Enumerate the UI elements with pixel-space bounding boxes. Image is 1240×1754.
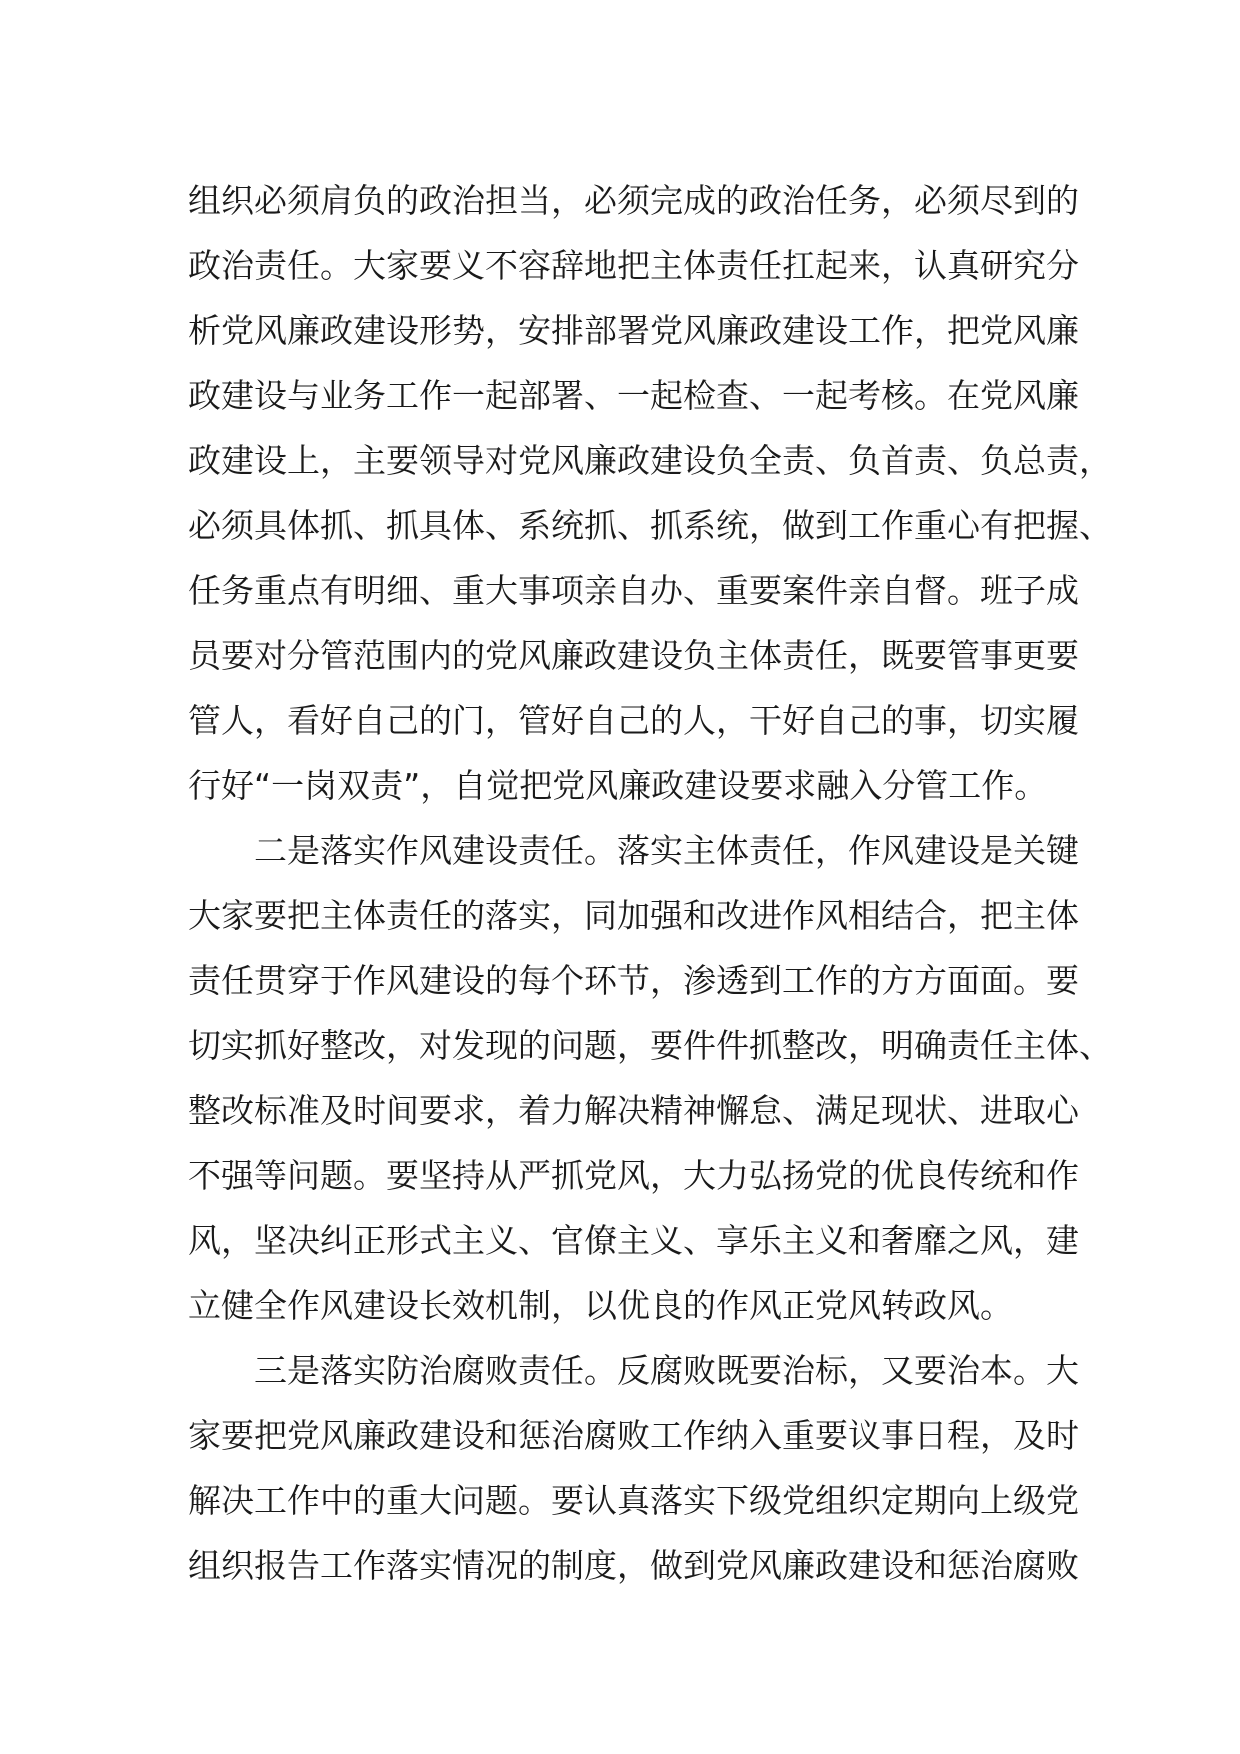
text-line: 管人，看好自己的门，管好自己的人，干好自己的事，切实履 <box>188 701 1079 740</box>
text-line: 大家要把主体责任的落实，同加强和改进作风相结合，把主体 <box>188 896 1079 935</box>
text-line: 政建设与业务工作一起部署、一起检查、一起考核。在党风廉 <box>188 376 1079 415</box>
document-body <box>188 168 1112 1598</box>
text-line: 不强等问题。要坚持从严抓党风，大力弘扬党的优良传统和作 <box>188 1156 1079 1195</box>
text-line: 整改标准及时间要求，着力解决精神懈怠、满足现状、进取心 <box>188 1091 1079 1130</box>
text-line: 员要对分管范围内的党风廉政建设负主体责任，既要管事更要 <box>188 636 1079 675</box>
text-line: 家要把党风廉政建设和惩治腐败工作纳入重要议事日程，及时 <box>188 1416 1079 1455</box>
text-line: 任务重点有明细、重大事项亲自办、重要案件亲自督。班子成 <box>188 571 1079 610</box>
text-line: 解决工作中的重大问题。要认真落实下级党组织定期向上级党 <box>188 1481 1079 1520</box>
text-line: 政治责任。大家要义不容辞地把主体责任扛起来，认真研究分 <box>188 246 1079 285</box>
text-line: 必须具体抓、抓具体、系统抓、抓系统，做到工作重心有把握、 <box>188 506 1112 545</box>
paragraph-start-line: 三是落实防治腐败责任。反腐败既要治标，又要治本。大 <box>254 1351 1079 1390</box>
text-line: 风，坚决纠正形式主义、官僚主义、享乐主义和奢靡之风，建 <box>188 1221 1079 1260</box>
paragraph-start-line: 二是落实作风建设责任。落实主体责任，作风建设是关键 <box>254 831 1079 870</box>
text-line: 责任贯穿于作风建设的每个环节，渗透到工作的方方面面。要 <box>188 961 1079 1000</box>
text-line: 切实抓好整改，对发现的问题，要件件抓整改，明确责任主体、 <box>188 1026 1112 1065</box>
text-line: 析党风廉政建设形势，安排部署党风廉政建设工作，把党风廉 <box>188 311 1079 350</box>
text-line: 政建设上，主要领导对党风廉政建设负全责、负首责、负总责， <box>188 441 1112 480</box>
text-line: 组织必须肩负的政治担当，必须完成的政治任务，必须尽到的 <box>188 181 1079 220</box>
text-line: 行好“一岗双责”，自觉把党风廉政建设要求融入分管工作。 <box>188 766 1048 805</box>
text-line: 组织报告工作落实情况的制度，做到党风廉政建设和惩治腐败 <box>188 1546 1079 1585</box>
text-line: 立健全作风建设长效机制，以优良的作风正党风转政风。 <box>188 1286 1013 1325</box>
